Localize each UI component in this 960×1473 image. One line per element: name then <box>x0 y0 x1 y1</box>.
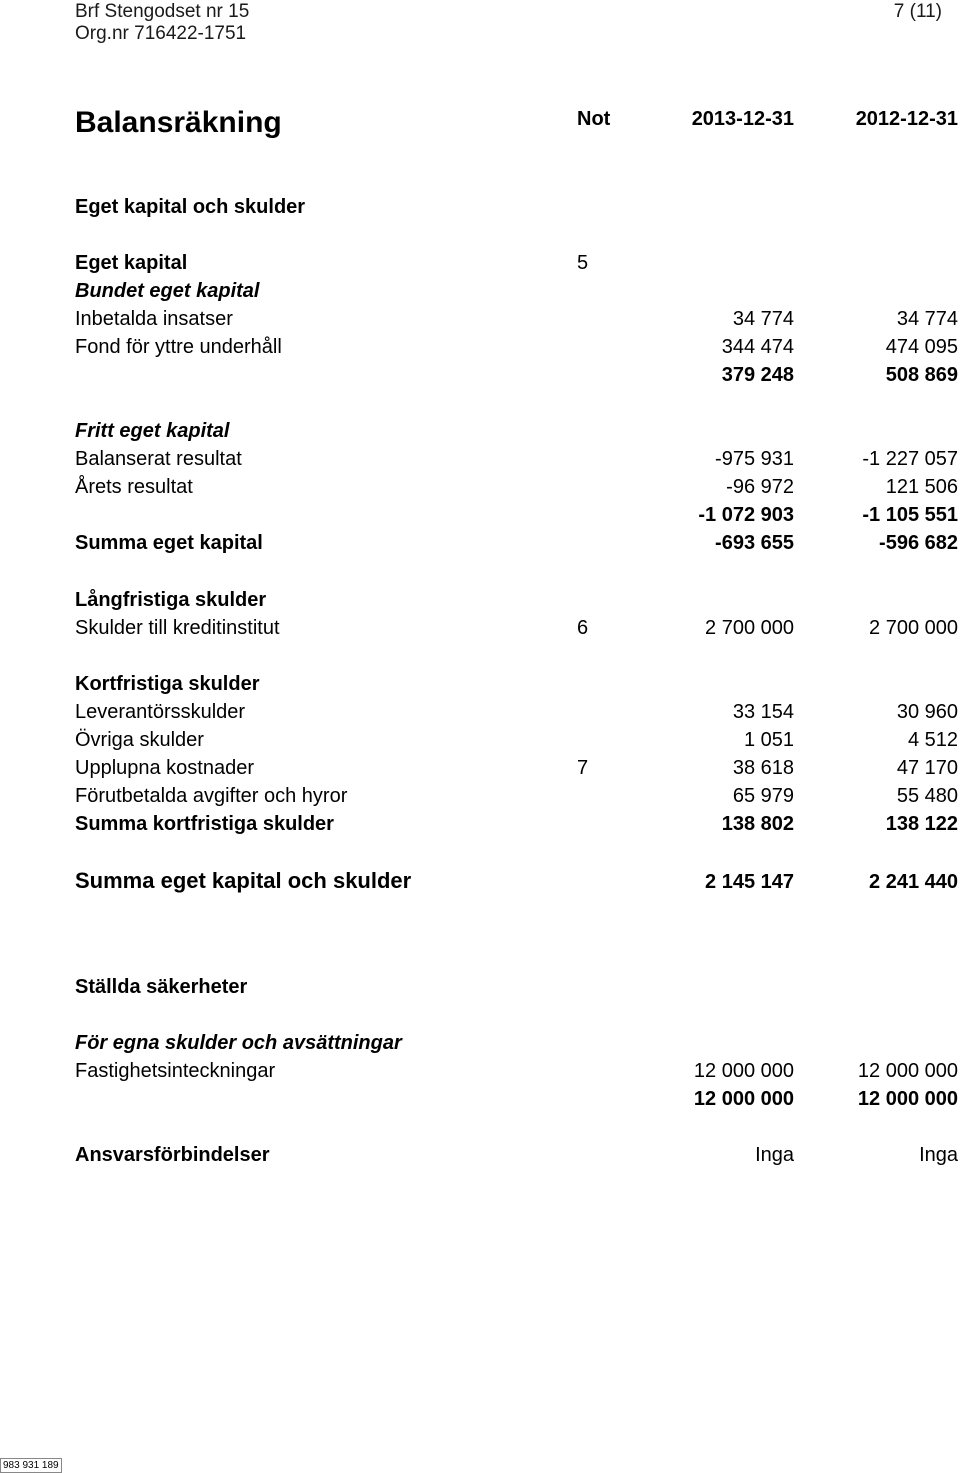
value-2012: 474 095 <box>885 336 958 358</box>
heading-eget-kapital: Eget kapital <box>75 252 188 274</box>
document-id: 983 931 189 <box>0 1458 62 1473</box>
page-title: Balansräkning <box>75 106 282 139</box>
row-label: Skulder till kreditinstitut <box>75 617 280 639</box>
value-2012: 121 506 <box>885 476 958 498</box>
subtotal-2013: 12 000 000 <box>693 1088 794 1110</box>
value-2012: 55 480 <box>896 785 958 807</box>
value-2012: 34 774 <box>896 308 958 330</box>
value-2013: 344 474 <box>721 336 794 358</box>
heading-bundet-eget-kapital: Bundet eget kapital <box>75 280 260 302</box>
row-label: Förutbetalda avgifter och hyror <box>75 785 348 807</box>
value-2013: Inga <box>755 1144 794 1166</box>
row-label: Balanserat resultat <box>75 448 242 470</box>
value-2013: -96 972 <box>726 476 794 498</box>
row-label: Ansvarsförbindelser <box>75 1144 270 1166</box>
note-ref: 7 <box>577 757 589 779</box>
value-2013: 33 154 <box>732 701 794 723</box>
value-2012: 30 960 <box>896 701 958 723</box>
note-ref: 5 <box>577 252 589 274</box>
value-2013: 65 979 <box>732 785 794 807</box>
subtotal-2012: 12 000 000 <box>857 1088 958 1110</box>
value-2013: 12 000 000 <box>693 1060 794 1082</box>
value-2013: 2 700 000 <box>705 617 794 639</box>
heading-stallda-sakerheter: Ställda säkerheter <box>75 976 248 998</box>
value-2013: -975 931 <box>715 448 794 470</box>
company-name: Brf Stengodset nr 15 <box>75 1 250 22</box>
row-label: Övriga skulder <box>75 729 204 751</box>
column-header-2013: 2013-12-31 <box>691 108 794 130</box>
org-number: Org.nr 716422-1751 <box>75 23 247 44</box>
row-label: Leverantörsskulder <box>75 701 246 723</box>
row-label: Inbetalda insatser <box>75 308 233 330</box>
heading-kortfristiga-skulder: Kortfristiga skulder <box>75 673 260 695</box>
value-2012: 12 000 000 <box>857 1060 958 1082</box>
grand-total-2012: 2 241 440 <box>869 871 958 893</box>
value-2013: 38 618 <box>732 757 794 779</box>
row-label: Summa eget kapital och skulder <box>75 868 412 893</box>
row-label: Fond för yttre underhåll <box>75 336 282 358</box>
subheading-egna-skulder: För egna skulder och avsättningar <box>75 1032 402 1054</box>
column-header-not: Not <box>577 108 611 130</box>
grand-total-2013: 2 145 147 <box>705 871 794 893</box>
subtotal-2012: -1 105 551 <box>862 504 958 526</box>
row-label: Upplupna kostnader <box>75 757 255 779</box>
subtotal-2013: -1 072 903 <box>698 504 794 526</box>
section-heading-eget-kapital-och-skulder: Eget kapital och skulder <box>75 196 306 218</box>
note-ref: 6 <box>577 617 589 639</box>
value-2012: 47 170 <box>896 757 958 779</box>
value-2012: 4 512 <box>907 729 958 751</box>
column-header-2012: 2012-12-31 <box>855 108 958 130</box>
total-2012: 138 122 <box>885 813 958 835</box>
value-2013: 1 051 <box>743 729 794 751</box>
row-label: Summa eget kapital <box>75 532 263 554</box>
heading-langfristiga-skulder: Långfristiga skulder <box>75 589 267 611</box>
heading-fritt-eget-kapital: Fritt eget kapital <box>75 420 230 442</box>
value-2013: 34 774 <box>732 308 794 330</box>
total-2012: -596 682 <box>879 532 958 554</box>
row-label: Summa kortfristiga skulder <box>75 813 334 835</box>
value-2012: 2 700 000 <box>869 617 958 639</box>
value-2012: Inga <box>919 1144 958 1166</box>
total-2013: -693 655 <box>715 532 794 554</box>
page-number: 7 (11) <box>893 1 942 22</box>
subtotal-2013: 379 248 <box>721 364 794 386</box>
subtotal-2012: 508 869 <box>885 364 958 386</box>
total-2013: 138 802 <box>721 813 794 835</box>
row-label: Fastighetsinteckningar <box>75 1060 276 1082</box>
row-label: Årets resultat <box>75 476 193 498</box>
value-2012: -1 227 057 <box>862 448 958 470</box>
